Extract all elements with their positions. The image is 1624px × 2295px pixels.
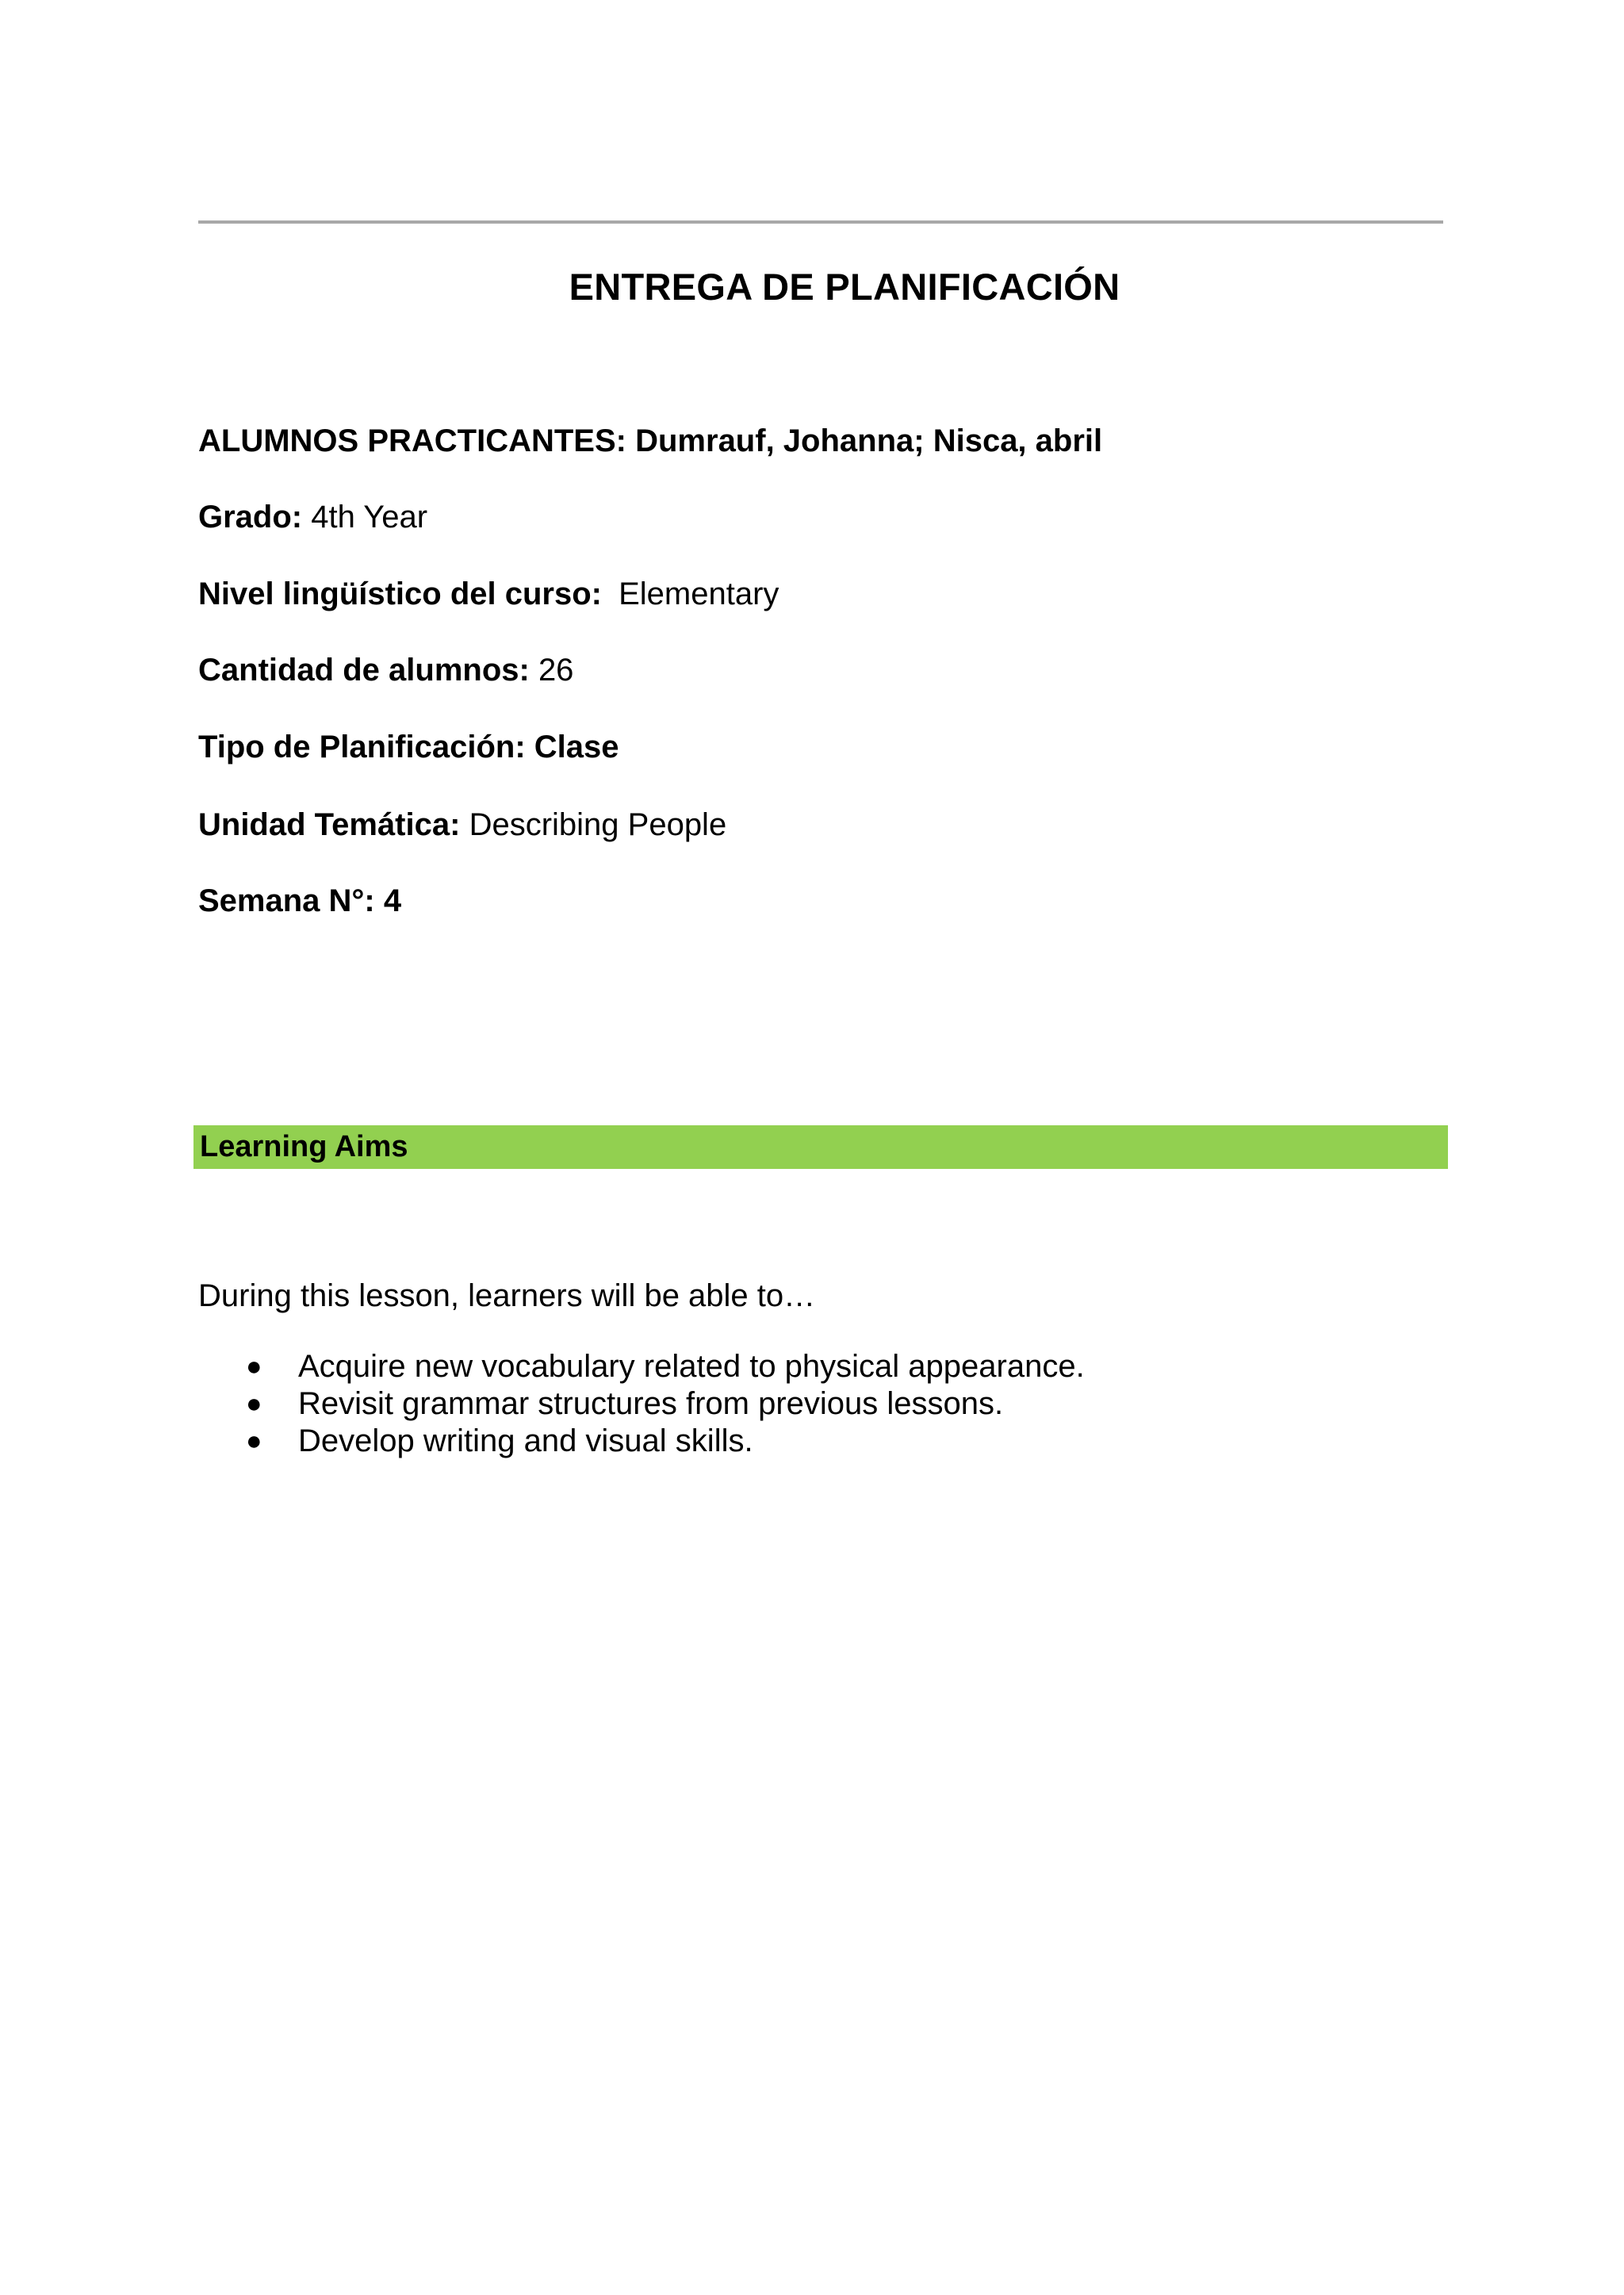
field-value: Elementary [619, 577, 779, 611]
field-grado [198, 500, 427, 535]
bullet-icon: ● [246, 1389, 262, 1419]
learning-aims-header [193, 1125, 1448, 1169]
header-rule [198, 220, 1443, 224]
field-label: Nivel lingüístico del curso: [198, 577, 602, 611]
intro-text: During this lesson, learners will be able to… [198, 1278, 816, 1313]
field-value: 26 [538, 653, 574, 688]
field-value: 4 [383, 883, 402, 918]
field-label: ALUMNOS PRACTICANTES: [198, 423, 626, 458]
field-nivel-linguistico [198, 577, 779, 612]
field-unidad-tematica [198, 807, 726, 843]
field-value: 4th Year [311, 500, 428, 534]
list-item [246, 1423, 1085, 1460]
aim-text: Develop writing and visual skills. [298, 1423, 753, 1458]
document-title: ENTREGA DE PLANIFICACIÓN [569, 266, 1120, 308]
field-label: Semana N°: [198, 883, 375, 918]
field-cantidad-alumnos [198, 653, 573, 688]
field-value: Dumrauf, Johanna; Nisca, abril [635, 423, 1103, 458]
field-label: Cantidad de alumnos: [198, 653, 530, 688]
field-label: Grado: [198, 500, 303, 534]
field-value: Clase [534, 730, 619, 764]
field-alumnos-practicantes [198, 423, 1102, 459]
section-title: Learning Aims [200, 1130, 408, 1163]
field-label: Unidad Temática: [198, 807, 461, 842]
aim-text: Revisit grammar structures from previous lessons. [298, 1386, 1004, 1421]
bullet-icon: ● [246, 1426, 262, 1456]
aim-text: Acquire new vocabulary related to physical appearance. [298, 1349, 1085, 1384]
field-value: Describing People [469, 807, 727, 842]
list-item [246, 1385, 1085, 1423]
field-semana [198, 883, 401, 919]
learning-aims-list [246, 1348, 1085, 1460]
list-item [246, 1348, 1085, 1385]
field-label: Tipo de Planificación: [198, 730, 526, 764]
bullet-icon: ● [246, 1351, 262, 1381]
field-tipo-planificacion [198, 730, 619, 765]
